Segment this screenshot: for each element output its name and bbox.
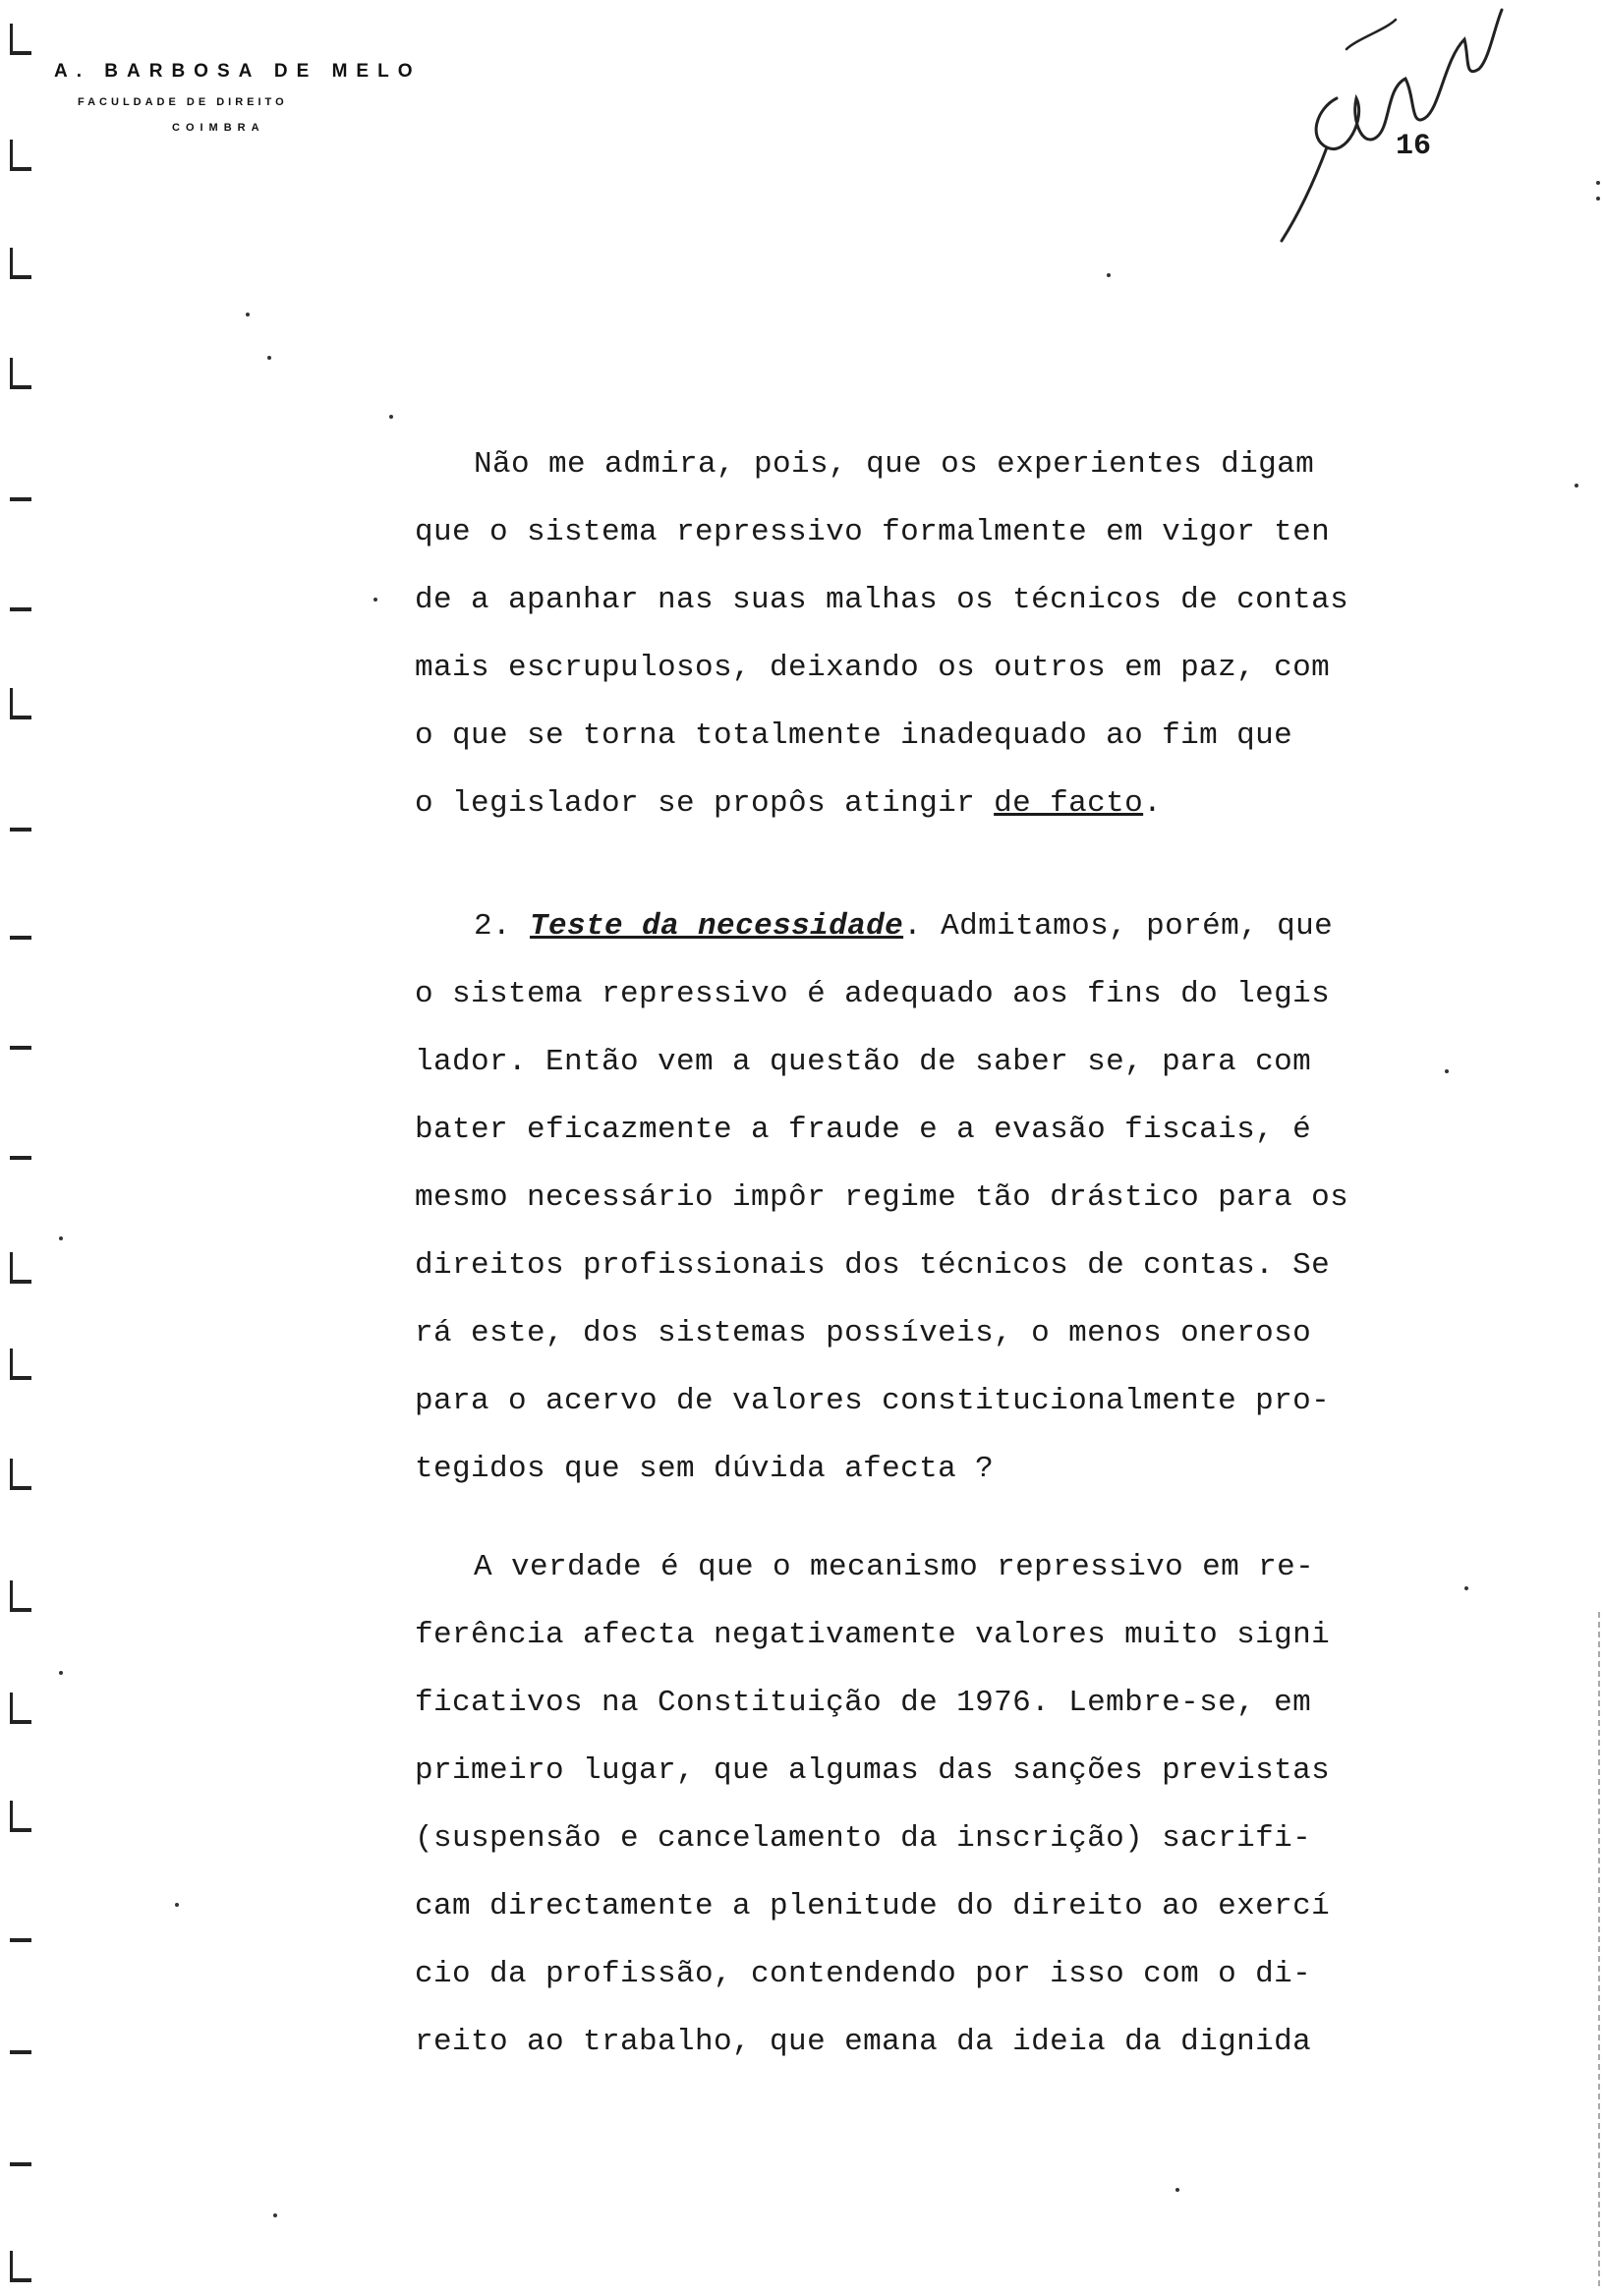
page-number: 16 <box>1396 130 1432 163</box>
text-line: ficativos na Constituição de 1976. Lembre-se, em <box>415 1686 1312 1720</box>
text-line: reito ao trabalho, que emana da ideia da dignida <box>415 2025 1312 2059</box>
text-line: primeiro lugar, que algumas das sanções previstas <box>415 1753 1331 1788</box>
text-line: que o sistema repressivo formalmente em vigor ten <box>415 515 1331 549</box>
text-line: ferência afecta negativamente valores muito signi <box>415 1618 1331 1652</box>
paragraph-1 <box>415 430 1427 837</box>
text-line-start: o legislador se propôs atingir <box>415 786 976 821</box>
paragraph-2 <box>415 892 1427 1503</box>
text-line: Não me admira, pois, que os experientes digam <box>474 447 1315 482</box>
heading-rest: . Admitamos, porém, que <box>903 909 1334 944</box>
section-heading-line <box>415 892 1427 960</box>
text-line: de a apanhar nas suas malhas os técnicos de contas <box>415 583 1349 617</box>
section-title: Teste da necessidade <box>530 909 904 944</box>
text-line: lador. Então vem a questão de saber se, para com <box>415 1045 1312 1079</box>
text-line-last <box>415 770 1427 837</box>
letterhead-city: COIMBRA <box>172 122 265 134</box>
text-line: o que se torna totalmente inadequado ao fim que <box>415 718 1293 753</box>
text-line: (suspensão e cancelamento da inscrição) sacrifi- <box>415 1821 1312 1856</box>
scan-edge-shadow <box>1598 1612 1600 2290</box>
text-line: mais escrupulosos, deixando os outros em paz, com <box>415 651 1331 685</box>
signature-mark <box>1268 0 1504 256</box>
text-line: cam directamente a plenitude do direito ao exercí <box>415 1889 1331 1923</box>
text-line: tegidos que sem dúvida afecta ? <box>415 1452 995 1486</box>
letterhead-name: A. BARBOSA DE MELO <box>54 61 422 82</box>
text-line: para o acervo de valores constitucionalmente pro- <box>415 1384 1331 1418</box>
text-line: o sistema repressivo é adequado aos fins do legis <box>415 977 1331 1011</box>
text-line: direitos profissionais dos técnicos de contas. Se <box>415 1248 1331 1283</box>
binding-marks <box>0 0 59 2296</box>
text-line: mesmo necessário impôr regime tão drástico para os <box>415 1180 1349 1215</box>
section-number: 2. <box>474 909 512 944</box>
letterhead-faculty: FACULDADE DE DIREITO <box>78 96 288 108</box>
end-punct: . <box>1143 786 1163 821</box>
paragraph-3 <box>415 1533 1427 2076</box>
text-line: rá este, dos sistemas possíveis, o menos oneroso <box>415 1316 1312 1350</box>
text-line: cio da profissão, contendendo por isso com o di- <box>415 1957 1312 1991</box>
text-line: bater eficazmente a fraude e a evasão fiscais, é <box>415 1113 1312 1147</box>
text-line: A verdade é que o mecanismo repressivo em re- <box>474 1550 1315 1584</box>
letterhead <box>54 61 467 134</box>
underlined-phrase: de facto <box>994 786 1144 821</box>
